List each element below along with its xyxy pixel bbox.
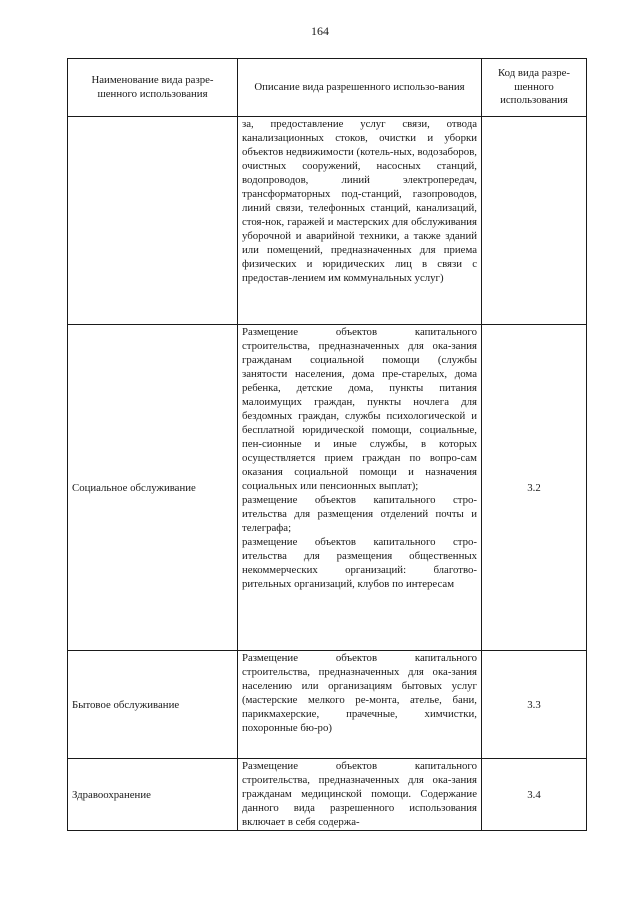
use-description-cell [238, 325, 482, 651]
use-name-cell [68, 117, 238, 325]
use-name-cell: Здравоохранение [68, 759, 238, 831]
table-row [68, 325, 587, 651]
use-code-cell: 3.3 [482, 651, 587, 759]
header-use-code: Код вида разре-шенного использования [482, 59, 587, 117]
table-row [68, 759, 587, 831]
page-number: 164 [311, 24, 329, 38]
header-use-name: Наименование вида разре-шенного использования [68, 59, 238, 117]
use-description-cell [238, 651, 482, 759]
land-use-table [67, 58, 587, 831]
header-use-description: Описание вида разрешенного использо-вания [238, 59, 482, 117]
use-code-cell: 3.2 [482, 325, 587, 651]
use-description-cell [238, 117, 482, 325]
description-paragraph: размещение объектов капитального стро-ительства для размещения отделений почты и телеграфа; [242, 494, 477, 534]
description-paragraph: Размещение объектов капитального строительства, предназначенных для ока-зания гражданам медицинской помощи. Содержание данного вида разрешенного использования включает в себя содержа- [242, 760, 477, 828]
table-header-row [68, 59, 587, 117]
use-description-cell [238, 759, 482, 831]
description-paragraph: размещение объектов капитального стро-ительства для размещения общественных некоммерческих организаций: благотво-рительных организаций, клубов по интересам [242, 536, 477, 590]
use-name-cell: Бытовое обслуживание [68, 651, 238, 759]
description-paragraph: Размещение объектов капитального строительства, предназначенных для ока-зания гражданам социальной помощи (службы занятости населения, дома пре-старелых, дома ребенка, детские дома, пункты питания малоимущих граждан, пункты ночлега для бездомных граждан, службы психологической и бесплатной юридической помощи, социальные, пен-сионные и иные службы, в которых осуществляется прием граждан по вопро-сам оказания социальной помощи и назначения социальных или пенсионных выплат); [242, 326, 477, 492]
description-paragraph: за, предоставление услуг связи, отвода канализационных стоков, очистки и уборки объектов недвижимости (котель-ных, водозаборов, очистных сооружений, насосных станций, водопроводов, линий электропередач, трансформаторных под-станций, газопроводов, линий связи, телефонных станций, канализаций, стоя-нок, гаражей и мастерских для обслуживания уборочной и аварийной техники, а также зданий или помещений, предназначенных для приема физических и юридических лиц в связи с предостав-лением им коммунальных услуг) [242, 118, 477, 284]
table-row [68, 117, 587, 325]
use-name-cell: Социальное обслуживание [68, 325, 238, 651]
use-code-cell [482, 117, 587, 325]
description-paragraph: Размещение объектов капитального строительства, предназначенных для ока-зания населению или организациям бытовых услуг (мастерские мелкого ре-монта, ателье, бани, парикмахерские, прачечные, химчистки, похоронные бю-ро) [242, 652, 477, 734]
use-code-cell: 3.4 [482, 759, 587, 831]
table-row [68, 651, 587, 759]
